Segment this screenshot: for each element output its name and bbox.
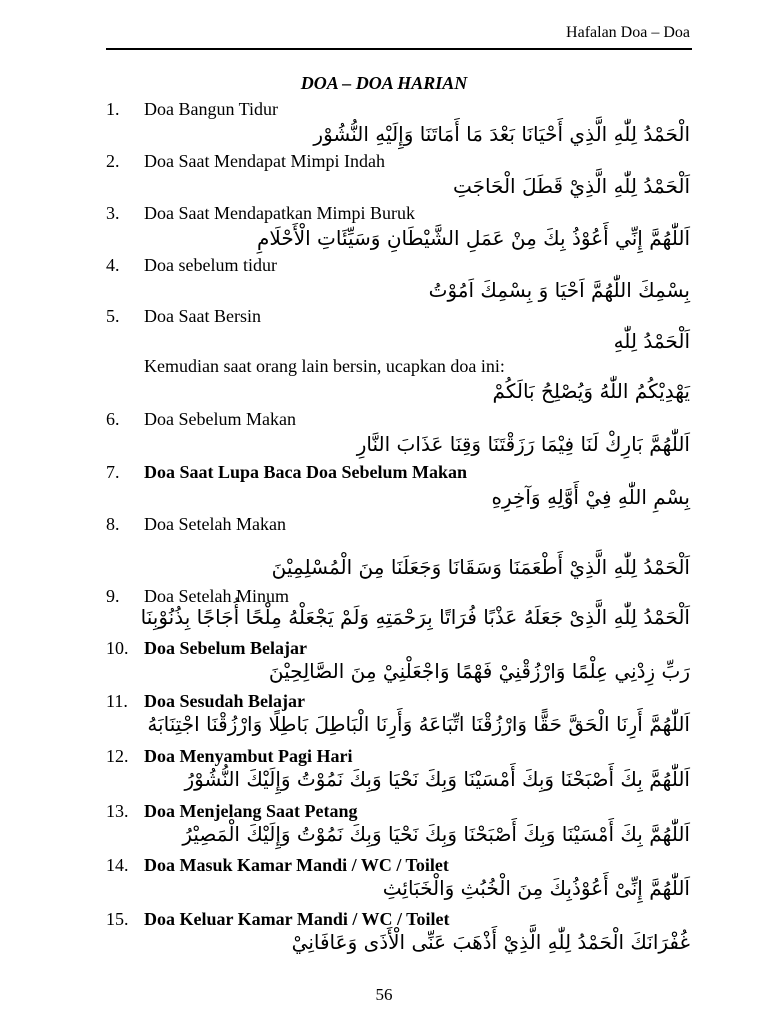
arabic-prayer: بِسْمِ اللّٰهِ فِيْ أَوَّلِهِ وَآخِرِهِ [491, 485, 690, 509]
entry-title: Doa Keluar Kamar Mandi / WC / Toilet [144, 909, 450, 929]
entry-title: Doa Menyambut Pagi Hari [144, 746, 353, 766]
entry-title: Doa Saat Bersin [144, 306, 261, 326]
entry-title: Doa Sebelum Belajar [144, 638, 307, 658]
entry-title: Doa Menjelang Saat Petang [144, 801, 358, 821]
entry-title: Doa Sebelum Makan [144, 409, 296, 429]
arabic-prayer: اَلْحَمْدُ لِلّٰهِ الَّذِيْ قَطَلَ الْحَاجَتِ [452, 174, 690, 198]
entry-title: Doa Saat Mendapat Mimpi Indah [144, 151, 385, 171]
entry-number: 9. [106, 586, 120, 606]
entry-title: Doa Saat Mendapatkan Mimpi Buruk [144, 203, 415, 223]
entry-number: 12. [106, 746, 129, 766]
entry-title: Doa Sesudah Belajar [144, 691, 306, 711]
entry-number: 7. [106, 462, 120, 482]
entry-title: Doa sebelum tidur [144, 255, 277, 275]
entry-title: Doa Setelah Makan [144, 514, 286, 534]
arabic-prayer: الْحَمْدُ لِلّٰهِ الَّذِي أَحْيَانَا بَعْدَ مَا أَمَاتَنَا وَإِلَيْهِ النُّشُوْر [313, 122, 690, 146]
entry-number: 10. [106, 638, 129, 658]
entry-number: 4. [106, 255, 120, 275]
entry-number: 8. [106, 514, 120, 534]
arabic-prayer: اَللّٰهُمَّ بِكَ أَصْبَحْنَا وَبِكَ أَمْسَيْنَا وَبِكَ نَحْيَا وَبِكَ نَمُوْتُ وَإِلَيْكَ النُّشُوْرُ [184, 767, 690, 791]
arabic-prayer: اَلْحَمْدُ لِلّٰهِ الَّذِيْ أَطْعَمَنَا وَسَقَانَا وَجَعَلَنَا مِنَ الْمُسْلِمِيْنَ [271, 555, 690, 579]
page-number: 56 [375, 985, 393, 1004]
entry-number: 6. [106, 409, 120, 429]
entry-note: Kemudian saat orang lain bersin, ucapkan doa ini: [144, 356, 505, 376]
entry-number: 13. [106, 801, 129, 821]
arabic-prayer: بِسْمِكَ اللّٰهُمَّ اَحْيَا وَ بِسْمِكَ اَمُوْتُ [428, 278, 690, 302]
entry-number: 15. [106, 909, 129, 929]
entry-number: 14. [106, 855, 129, 875]
entry-number: 2. [106, 151, 120, 171]
entry-title: Doa Saat Lupa Baca Doa Sebelum Makan [144, 462, 468, 482]
entry-title: Doa Setelah Minum [144, 586, 289, 606]
arabic-prayer: اَلْحَمْدُ لِلّٰهِ الَّذِىْ جَعَلَهُ عَذْبًا فُرَاتًا بِرَحْمَتِهِ وَلَمْ يَجْعَلْهُ مِلْحًا أُجَاجًا بِذُنُوْبِنَا [140, 605, 690, 629]
entry-number: 11. [106, 691, 128, 711]
arabic-prayer: اَلْحَمْدُ لِلّٰهِ [613, 329, 690, 353]
entry-number: 1. [106, 99, 120, 119]
arabic-prayer: اَللّٰهُمَّ أَرِنَا الْحَقَّ حَقًّا وَارْزُقْنَا اتِّبَاعَهُ وَأَرِنَا الْبَاطِلَ بَاطِلًا وَارْزُقْنَا اجْتِنَابَهُ [147, 712, 690, 736]
section-title: DOA – DOA HARIAN [300, 73, 468, 93]
header-rule [106, 48, 692, 50]
entry-number: 3. [106, 203, 120, 223]
arabic-prayer: رَبِّ زِدْنِي عِلْمًا وَارْزُقْنِيْ فَهْمًا وَاجْعَلْنِيْ مِنَ الصَّالِحِيْنَ [268, 659, 690, 683]
arabic-prayer: اَللّٰهُمَّ إِنِّي أَعُوْذُ بِكَ مِنْ عَمَلِ الشَّيْطَانِ وَسَيِّئَاتِ الْأَحْلَامِ [257, 226, 690, 250]
arabic-prayer: اَللّٰهُمَّ بِكَ أَمْسَيْنَا وَبِكَ أَصْبَحْنَا وَبِكَ نَحْيَا وَبِكَ نَمُوْتُ وَإِلَيْكَ الْمَصِيْرُ [182, 822, 690, 846]
entry-title: Doa Bangun Tidur [144, 99, 279, 119]
running-header-title: Hafalan Doa – Doa [566, 24, 690, 41]
entry-number: 5. [106, 306, 120, 326]
arabic-prayer: اَللّٰهُمَّ بَارِكْ لَنَا فِيْمَا رَزَقْتَنَا وَقِنَا عَذَابَ النَّارِ [356, 432, 690, 456]
arabic-prayer: اَللّٰهُمَّ إِنِّىْ أَعُوْذُبِكَ مِنَ الْخُبُثِ وَالْخَبَائِثِ [382, 876, 690, 900]
arabic-prayer: غُفْرَانَكَ الْحَمْدُ لِلّٰهِ الَّذِيْ أَذْهَبَ عَنِّى الْأَذَى وَعَافَانِيْ [291, 930, 690, 954]
arabic-prayer-response: يَهْدِيْكُمُ اللّٰهُ وَيُصْلِحُ بَالَكُمْ [492, 379, 690, 403]
entry-title: Doa Masuk Kamar Mandi / WC / Toilet [144, 855, 449, 875]
